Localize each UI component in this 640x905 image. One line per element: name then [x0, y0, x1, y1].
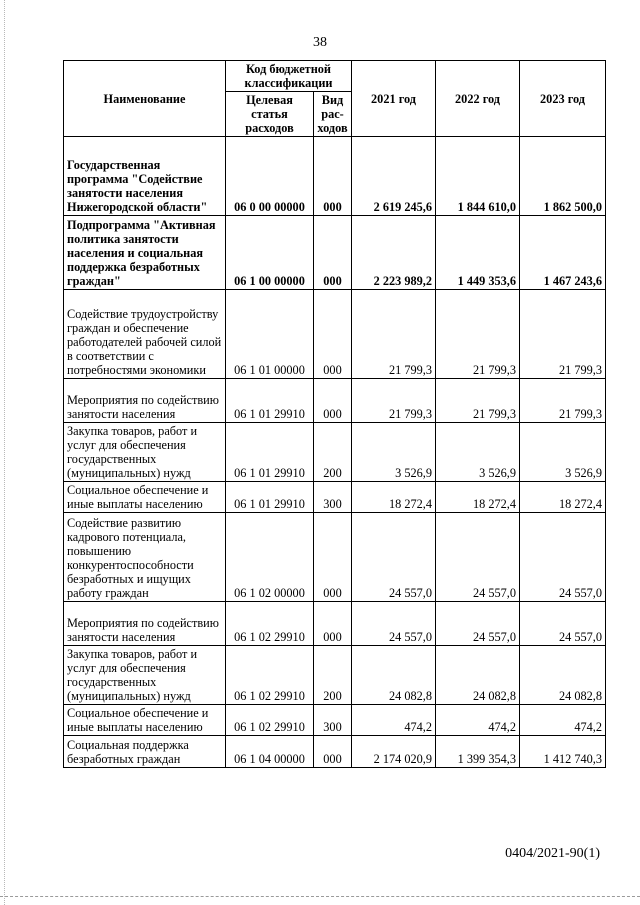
table-row	[64, 602, 606, 646]
row-2021-cell: 2 223 989,2	[352, 216, 436, 290]
row-2022-cell: 18 272,4	[436, 482, 520, 513]
row-name-cell: Мероприятия по содействию занятости населения	[64, 379, 226, 423]
page-bottom-edge	[0, 896, 640, 897]
row-code-cell: 06 0 00 00000	[226, 137, 314, 216]
row-2023-cell: 1 862 500,0	[520, 137, 606, 216]
table-row	[64, 646, 606, 705]
row-code-cell: 06 1 00 00000	[226, 216, 314, 290]
row-code-cell: 06 1 01 29910	[226, 482, 314, 513]
table-row	[64, 705, 606, 736]
row-kind-cell: 200	[314, 646, 352, 705]
row-2022-cell: 24 082,8	[436, 646, 520, 705]
row-2023-cell: 21 799,3	[520, 379, 606, 423]
row-name-cell: Содействие развитию кадрового потенциала, повышению конкурентоспособности безработных и ищущих работу граждан	[64, 513, 226, 602]
row-code-cell: 06 1 02 29910	[226, 602, 314, 646]
row-kind-cell: 300	[314, 705, 352, 736]
header-target-item: Целевая статья расходов	[226, 92, 314, 137]
row-kind-cell: 000	[314, 736, 352, 768]
table-row	[64, 379, 606, 423]
row-code-cell: 06 1 02 29910	[226, 705, 314, 736]
header-name: Наименование	[64, 61, 226, 137]
row-name-cell: Подпрограмма "Активная политика занятости населения и социальная поддержка безработных граждан"	[64, 216, 226, 290]
row-2023-cell: 24 557,0	[520, 602, 606, 646]
row-kind-cell: 000	[314, 513, 352, 602]
row-2021-cell: 21 799,3	[352, 290, 436, 379]
row-code-cell: 06 1 01 29910	[226, 379, 314, 423]
row-name-cell: Закупка товаров, работ и услуг для обеспечения государственных (муниципальных) нужд	[64, 423, 226, 482]
table-body	[64, 137, 606, 768]
header-code-group: Код бюджетной классификации	[226, 61, 352, 92]
row-2022-cell: 474,2	[436, 705, 520, 736]
row-2021-cell: 2 619 245,6	[352, 137, 436, 216]
row-2023-cell: 21 799,3	[520, 290, 606, 379]
row-kind-cell: 200	[314, 423, 352, 482]
table-row	[64, 137, 606, 216]
row-code-cell: 06 1 04 00000	[226, 736, 314, 768]
table-row	[64, 513, 606, 602]
row-2023-cell: 1 467 243,6	[520, 216, 606, 290]
row-2022-cell: 1 449 353,6	[436, 216, 520, 290]
row-2021-cell: 474,2	[352, 705, 436, 736]
row-2023-cell: 24 082,8	[520, 646, 606, 705]
row-2022-cell: 21 799,3	[436, 290, 520, 379]
table-row	[64, 482, 606, 513]
row-2023-cell: 474,2	[520, 705, 606, 736]
row-2021-cell: 3 526,9	[352, 423, 436, 482]
row-2022-cell: 24 557,0	[436, 513, 520, 602]
table-header	[64, 61, 606, 137]
row-2021-cell: 24 557,0	[352, 602, 436, 646]
row-2023-cell: 24 557,0	[520, 513, 606, 602]
table-row	[64, 216, 606, 290]
row-name-cell: Социальное обеспечение и иные выплаты населению	[64, 482, 226, 513]
table-row	[64, 736, 606, 768]
row-name-cell: Закупка товаров, работ и услуг для обеспечения государственных (муниципальных) нужд	[64, 646, 226, 705]
row-2022-cell: 21 799,3	[436, 379, 520, 423]
row-code-cell: 06 1 02 00000	[226, 513, 314, 602]
row-2023-cell: 18 272,4	[520, 482, 606, 513]
document-number: 0404/2021-90(1)	[505, 846, 600, 861]
row-2021-cell: 24 557,0	[352, 513, 436, 602]
row-2023-cell: 3 526,9	[520, 423, 606, 482]
row-2022-cell: 24 557,0	[436, 602, 520, 646]
table-row	[64, 290, 606, 379]
table-row	[64, 423, 606, 482]
row-kind-cell: 000	[314, 602, 352, 646]
row-name-cell: Социальное обеспечение и иные выплаты населению	[64, 705, 226, 736]
row-code-cell: 06 1 01 00000	[226, 290, 314, 379]
row-kind-cell: 000	[314, 216, 352, 290]
row-kind-cell: 000	[314, 137, 352, 216]
row-2021-cell: 18 272,4	[352, 482, 436, 513]
row-2022-cell: 3 526,9	[436, 423, 520, 482]
row-2023-cell: 1 412 740,3	[520, 736, 606, 768]
header-year-2022: 2022 год	[436, 61, 520, 137]
header-year-2021: 2021 год	[352, 61, 436, 137]
row-2022-cell: 1 844 610,0	[436, 137, 520, 216]
row-name-cell: Содействие трудоустройству граждан и обеспечение работодателей рабочей силой в соответствии с потребностями экономики	[64, 290, 226, 379]
row-2021-cell: 24 082,8	[352, 646, 436, 705]
row-name-cell: Социальная поддержка безработных граждан	[64, 736, 226, 768]
page-number: 38	[313, 35, 327, 50]
row-2022-cell: 1 399 354,3	[436, 736, 520, 768]
page-edge-marks	[0, 0, 5, 905]
row-name-cell: Мероприятия по содействию занятости населения	[64, 602, 226, 646]
row-name-cell: Государственная программа "Содействие занятости населения Нижегородской области"	[64, 137, 226, 216]
header-expense-kind: Вид рас-ходов	[314, 92, 352, 137]
row-kind-cell: 000	[314, 379, 352, 423]
row-code-cell: 06 1 02 29910	[226, 646, 314, 705]
row-code-cell: 06 1 01 29910	[226, 423, 314, 482]
row-2021-cell: 2 174 020,9	[352, 736, 436, 768]
budget-table	[63, 60, 606, 768]
row-2021-cell: 21 799,3	[352, 379, 436, 423]
header-year-2023: 2023 год	[520, 61, 606, 137]
row-kind-cell: 300	[314, 482, 352, 513]
row-kind-cell: 000	[314, 290, 352, 379]
